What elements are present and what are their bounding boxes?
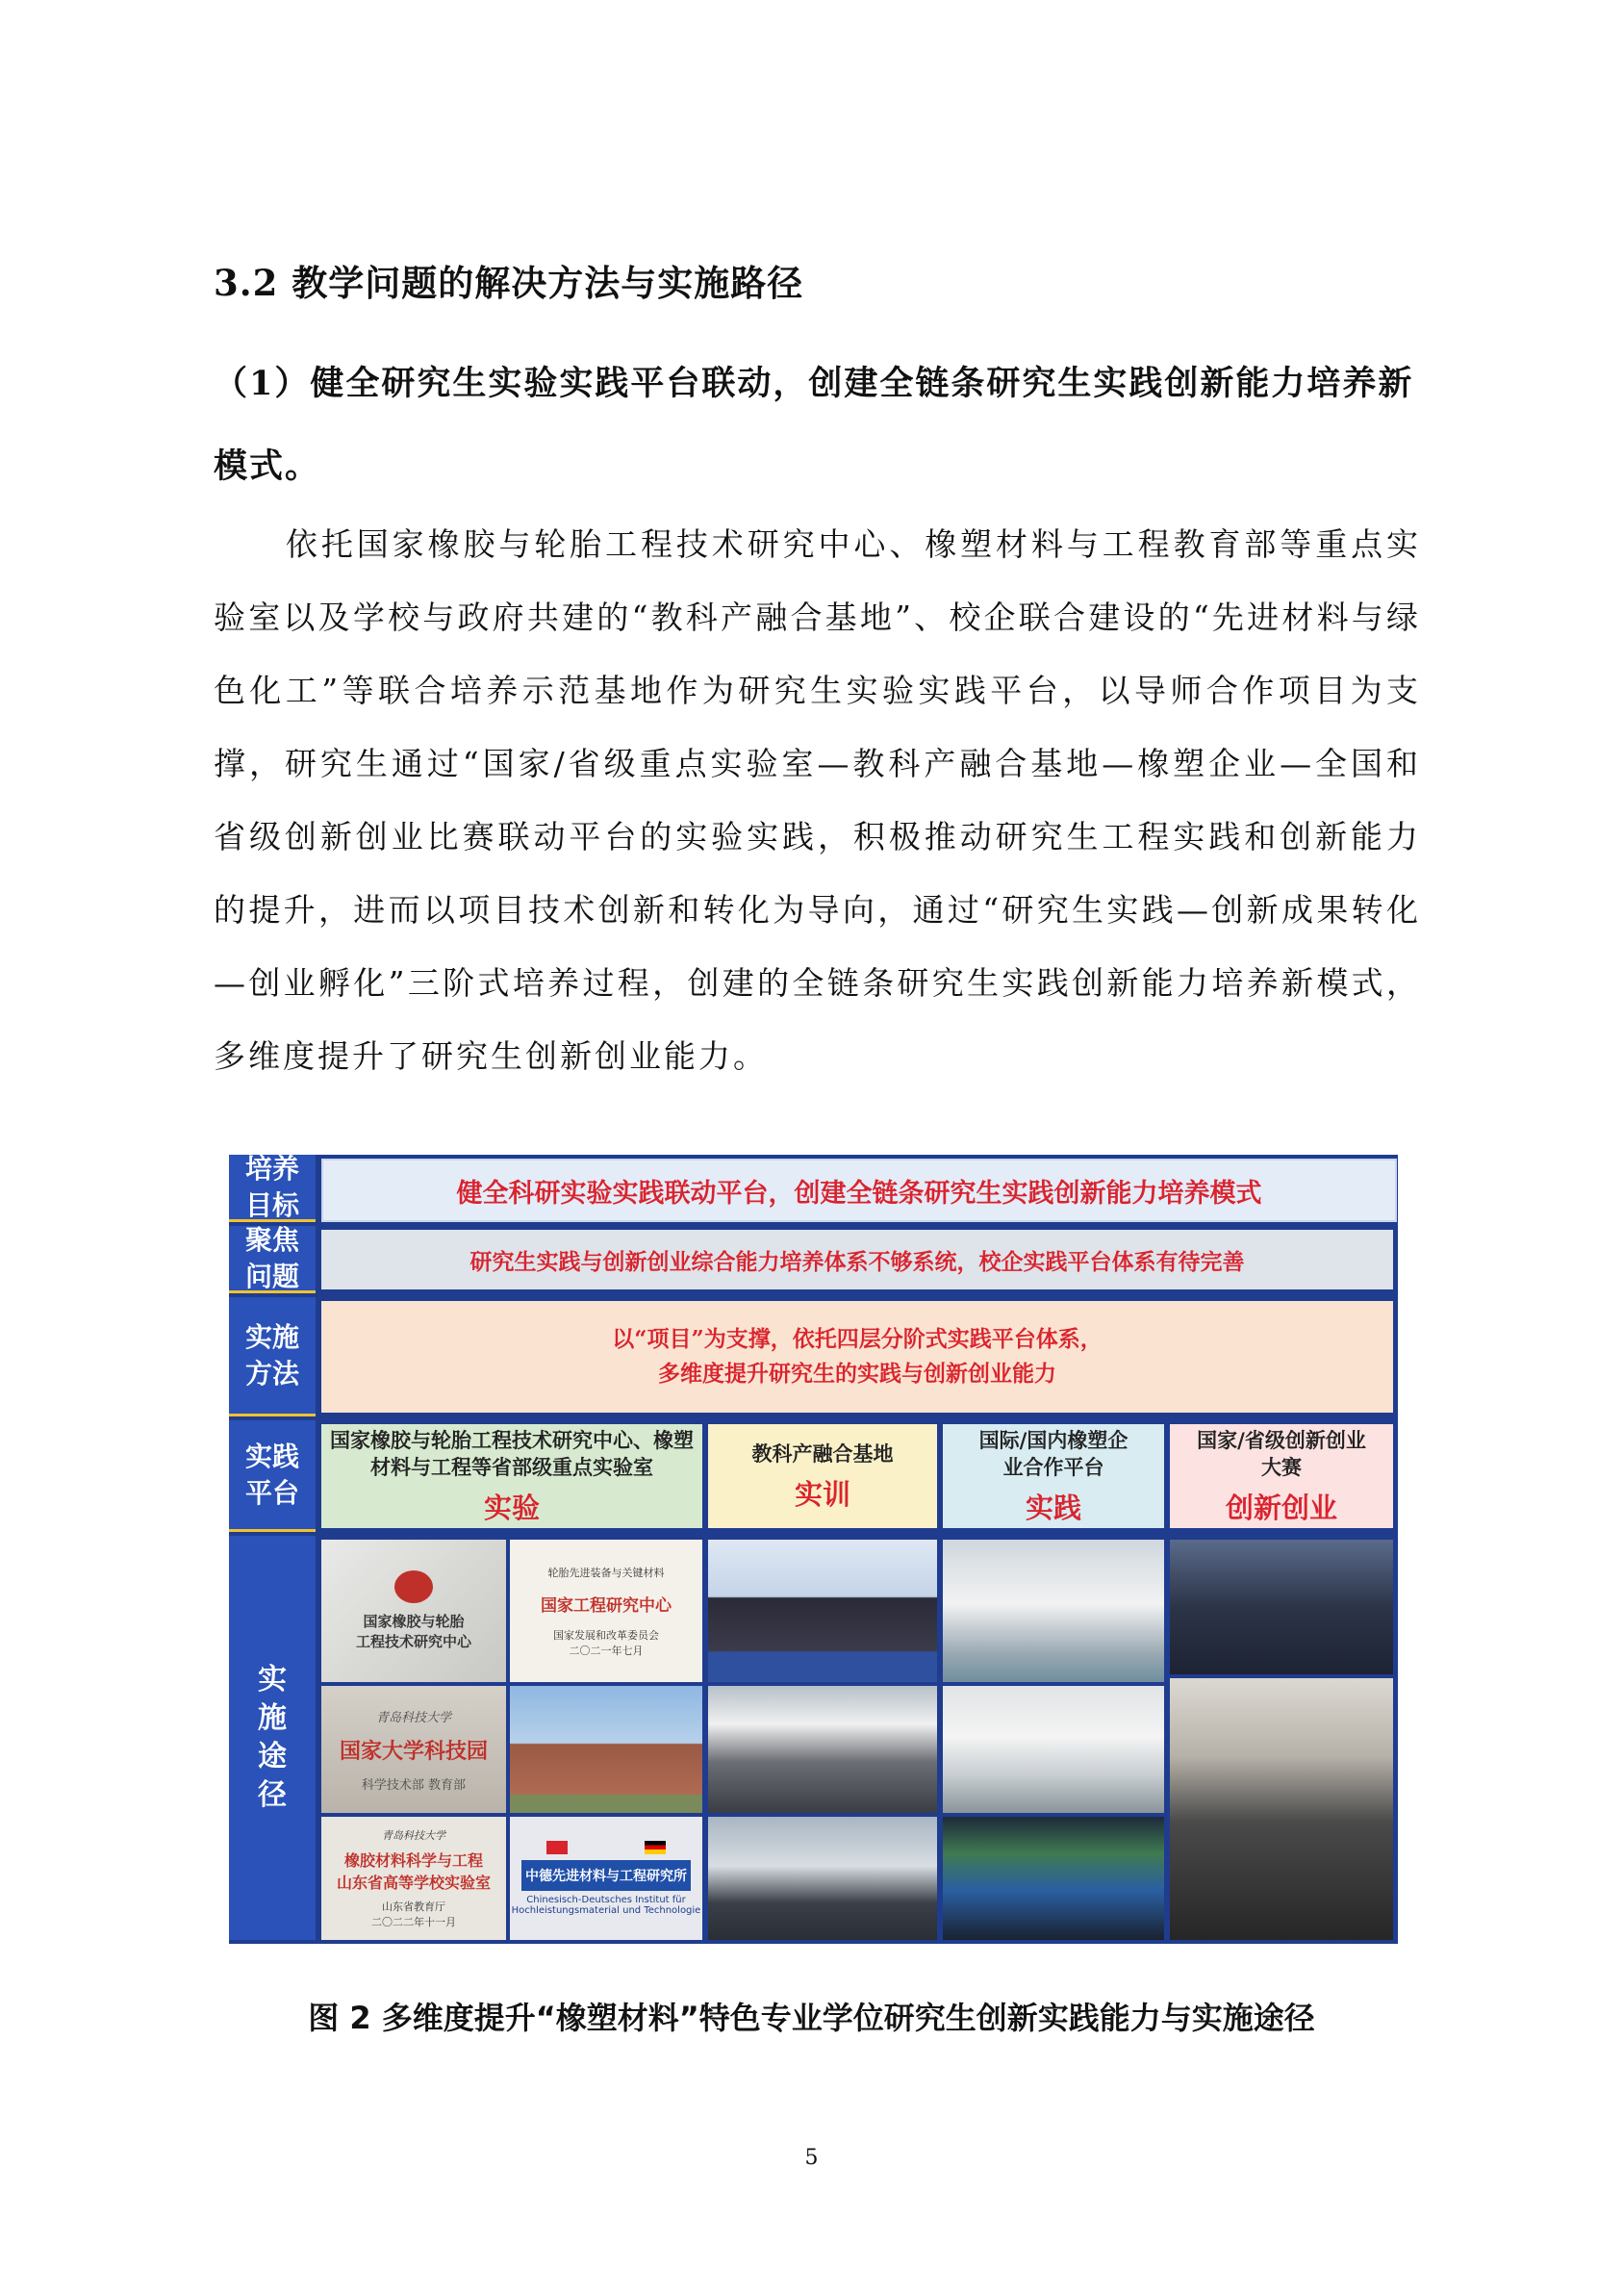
lab-line1: 橡胶材料科学与工程 [343,1851,483,1870]
platform-contest-title: 国家/省级创新创业大赛 [1197,1427,1366,1479]
park-bottom: 科学技术部 教育部 [361,1777,467,1793]
platform-enterprise-key: 实践 [1025,1491,1081,1524]
park-main: 国家大学科技园 [339,1739,488,1764]
contest-group-photo [1170,1540,1393,1674]
sino-sub1: Chinesisch-Deutsches Institut für [526,1895,686,1905]
label-path-text: 实施途径 [258,1663,287,1812]
platform-lab-title: 国家橡胶与轮胎工程技术研究中心、橡塑材料与工程等省部级重点实验室 [330,1427,694,1479]
method-line-2: 多维度提升研究生的实践与创新创业能力 [658,1361,1056,1387]
plaque2-bottom: 国家发展和改革委员会 [553,1628,659,1642]
plaque-photo-rubber-lab [321,1817,506,1940]
group-photo-base [708,1540,937,1682]
goal-box: 健全科研实验实践联动平台，创建全链条研究生实践创新能力培养模式 [321,1159,1397,1222]
building-photo [510,1686,702,1813]
visit-photo-base [708,1817,937,1940]
plaque-photo-rubber-center [321,1540,506,1682]
contest-hall-photo [1170,1678,1393,1940]
factory-photo-1 [943,1540,1164,1682]
lab-bottom: 山东省教育厅 [382,1901,445,1913]
plaque-photo-science-park [321,1686,506,1813]
factory-photo-2 [943,1686,1164,1813]
park-top: 青岛科技大学 [375,1710,451,1725]
method-line-1: 以“项目”为支撑，依托四层分阶式实践平台体系， [612,1326,1103,1352]
page-number: 5 [804,2146,819,2170]
flag-icons [546,1841,666,1854]
figure-2 [229,1152,1398,1944]
sino-sub2: Hochleistungsmaterial und Technologie [511,1905,701,1916]
label-goal: 培养目标 [229,1155,316,1222]
label-path [229,1536,316,1940]
meeting-photo-base [708,1686,937,1813]
plaque1-line1: 国家橡胶与轮胎 [363,1613,465,1630]
method-box [321,1301,1393,1413]
platform-base-key: 实训 [794,1477,850,1511]
germany-flag-icon [645,1841,666,1854]
plaque1-line2: 工程技术研究中心 [355,1633,471,1650]
china-flag-icon [546,1841,568,1854]
platform-base-title: 教科产融合基地 [751,1441,894,1466]
platform-enterprise-title: 国际/国内橡塑企业合作平台 [978,1427,1128,1479]
platform-contest-key: 创新创业 [1225,1491,1337,1524]
body-paragraph [214,508,1421,1093]
control-room-photo [943,1817,1164,1940]
label-focus: 聚焦问题 [229,1226,316,1293]
plaque-photo-sino-german [510,1817,702,1940]
sino-main: 中德先进材料与工程研究所 [521,1860,691,1891]
subheading: （1）健全研究生实验实践平台联动，创建全链条研究生实践创新能力培养新模式。 [214,364,1414,486]
plaque2-date: 二〇二一年七月 [569,1644,644,1657]
platform-lab [321,1424,702,1528]
label-method: 实施方法 [229,1297,316,1416]
plaque-photo-engineering-center [510,1540,702,1682]
platform-lab-key: 实验 [483,1491,540,1524]
lab-date: 二〇二二年十一月 [371,1916,456,1928]
label-platform: 实践平台 [229,1420,316,1532]
plaque2-top: 轮胎先进装备与关键材料 [547,1566,665,1579]
plaque2-main: 国家工程研究中心 [541,1595,672,1616]
platform-contest [1170,1424,1393,1528]
platform-enterprise [943,1424,1164,1528]
lab-line2: 山东省高等学校实验室 [336,1874,491,1892]
section-heading: 3.2 教学问题的解决方法与实施路径 [214,262,804,304]
paragraph-text: 依托国家橡胶与轮胎工程技术研究中心、橡塑材料与工程教育部等重点实验室以及学校与政府共建的“教科产融合基地”、校企联合建设的“先进材料与绿色化工”等联合培养示范基地作为研究生实验实践平台，以导师合作项目为支撑，研究生通过“国家/省级重点实验室—教科产融合基地—橡塑企业—全国和省级创新创业比赛联动平台的实验实践，积极推动研究生工程实践和创新能力的提升，进而以项目技术创新和转化为导向，通过“研究生实践—创新成果转化—创业孵化”三阶式培养过程，创建的全链条研究生实践创新能力培养新模式，多维度提升了研究生创新创业能力。 [214,525,1421,1075]
focus-box: 研究生实践与创新创业综合能力培养体系不够系统，校企实践平台体系有待完善 [321,1230,1393,1289]
figure-caption: 图 2 多维度提升“橡塑材料”特色专业学位研究生创新实践能力与实施途径 [308,2000,1315,2036]
emblem-icon [394,1570,433,1603]
lab-top: 青岛科技大学 [382,1829,445,1842]
platform-base [708,1424,937,1528]
